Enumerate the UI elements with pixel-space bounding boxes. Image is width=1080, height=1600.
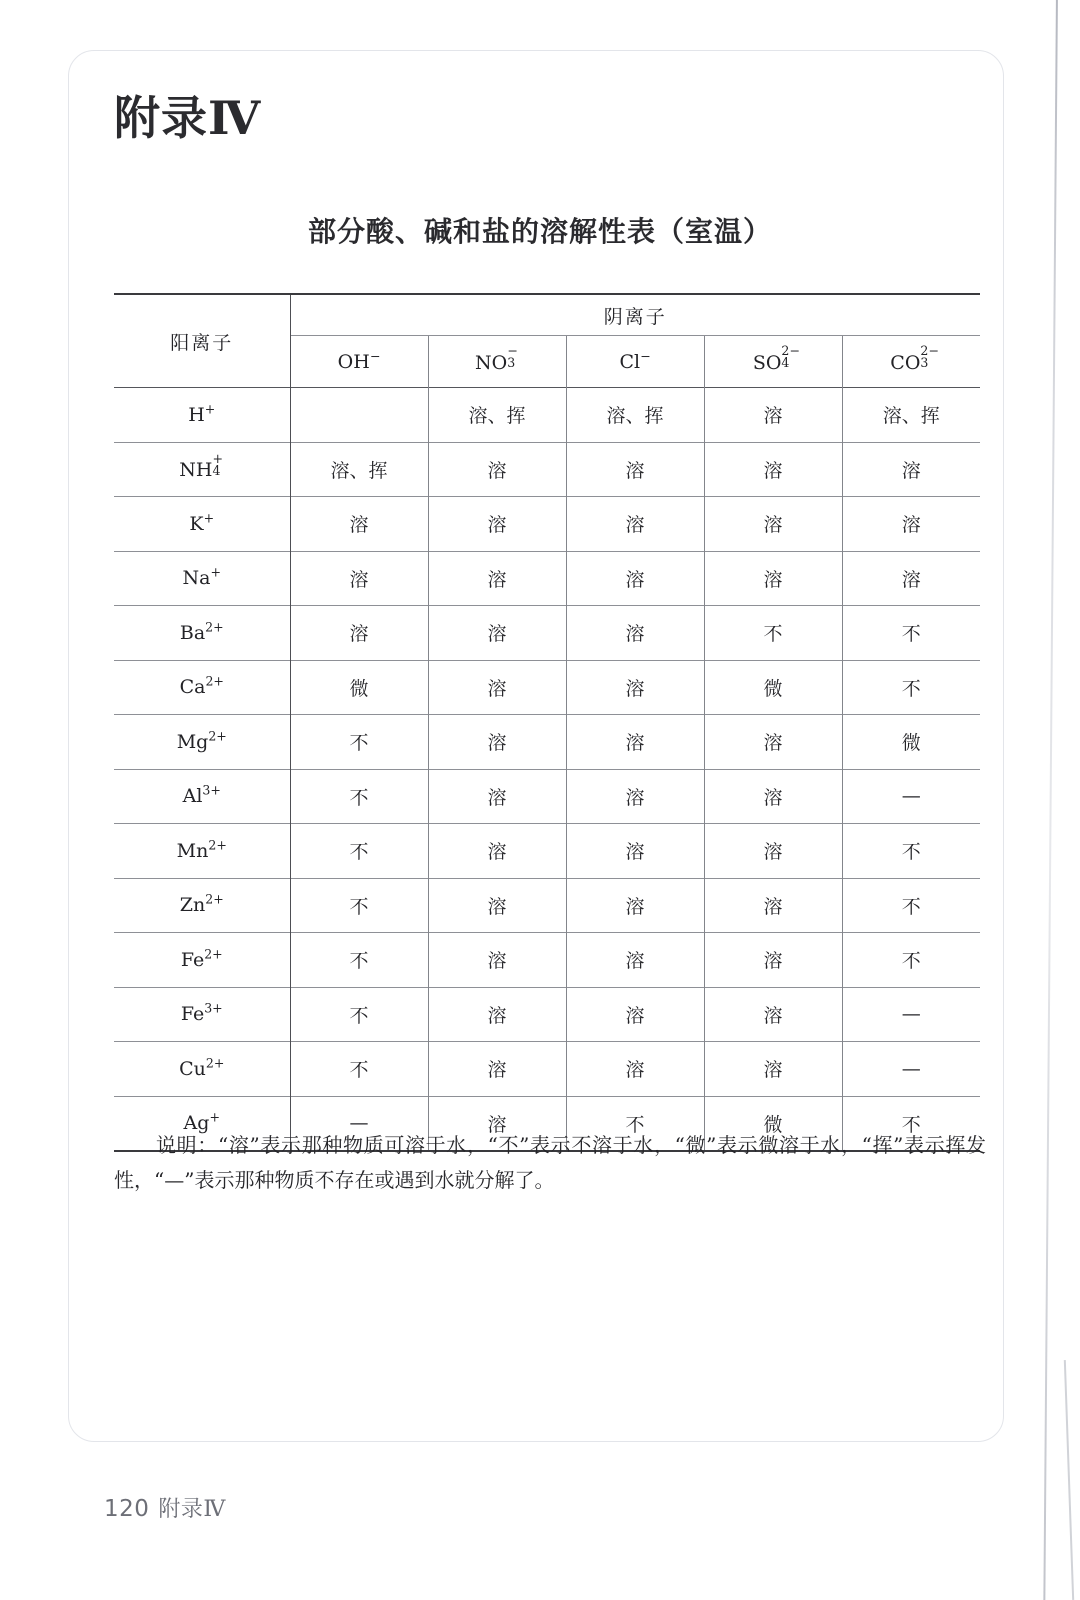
cell-solubility: 溶 [428,660,566,715]
table-row [114,442,980,497]
footer-section-label: 附录Ⅳ [158,1497,226,1522]
table-row [114,715,980,770]
row-header-cation: K+ [114,497,290,552]
table-row [114,769,980,824]
cell-solubility: 溶 [428,1096,566,1151]
cell-solubility: 溶 [842,442,980,497]
cell-solubility: 溶 [428,769,566,824]
table-row [114,551,980,606]
group-header-anion: 阴离子 [290,294,980,336]
cell-solubility: 不 [842,660,980,715]
cell-solubility: 溶 [842,497,980,552]
table-row [114,660,980,715]
cell-solubility: 溶 [704,497,842,552]
cell-solubility: 溶 [290,497,428,552]
solubility-table-container [114,293,980,1152]
row-header-cation: NH + 4 [114,442,290,497]
note-line-2: 性，“—”表示那种物质不存在或遇到水就分解了。 [114,1168,555,1192]
cell-solubility: 溶 [566,715,704,770]
corner-header-cation: 阳离子 [114,294,290,388]
cell-solubility: 不 [566,1096,704,1151]
cell-solubility: 微 [704,660,842,715]
page-footer [104,1492,226,1523]
header-row-group [114,294,980,336]
cell-solubility: 溶 [566,497,704,552]
cell-solubility: 溶 [704,987,842,1042]
col-header-4: CO 2− 3 [842,336,980,388]
cell-solubility: — [290,1096,428,1151]
cell-solubility: 溶 [566,824,704,879]
cell-solubility: 微 [704,1096,842,1151]
row-header-cation: $Al^{3+}$ [114,769,290,824]
col-header-1: NO − 3 [428,336,566,388]
row-header-cation: $Ca^{2+}$ [114,660,290,715]
row-header-cation: H+ [114,388,290,443]
cell-solubility: 不 [290,824,428,879]
cell-solubility: 不 [842,1096,980,1151]
note-line-1: 说明：“溶”表示那种物质可溶于水，“不”表示不溶于水，“微”表示微溶于水，“挥”表示挥发 [156,1133,986,1157]
cell-solubility: 溶 [566,660,704,715]
table-row [114,824,980,879]
cell-solubility: 不 [842,606,980,661]
col-header-3: SO 2− 4 [704,336,842,388]
cell-solubility: 不 [704,606,842,661]
cell-solubility: 溶 [842,551,980,606]
cell-solubility: 溶 [704,442,842,497]
cell-solubility: 溶 [428,606,566,661]
table-row [114,606,980,661]
cell-solubility: 溶 [566,551,704,606]
row-header-cation: $Zn^{2+}$ [114,878,290,933]
row-header-cation: $Fe^{2+}$ [114,933,290,988]
cell-solubility: — [842,769,980,824]
cell-solubility: 溶 [704,388,842,443]
solubility-table-body [114,294,980,1151]
cell-solubility: 溶 [566,933,704,988]
cell-solubility: 溶 [428,987,566,1042]
cell-solubility: 溶 [704,933,842,988]
cell-solubility: 不 [290,769,428,824]
table-row [114,497,980,552]
row-header-cation: $Ba^{2+}$ [114,606,290,661]
cell-solubility: 溶、挥 [566,388,704,443]
cell-solubility: 溶 [704,551,842,606]
table-row [114,388,980,443]
cell-solubility: 不 [290,715,428,770]
cell-solubility: — [842,1042,980,1097]
cell-solubility: 溶 [704,1042,842,1097]
cell-solubility: 溶 [428,1042,566,1097]
cell-solubility: — [842,987,980,1042]
row-header-cation: Na+ [114,551,290,606]
cell-solubility: 溶 [566,1042,704,1097]
cell-solubility: 溶 [428,442,566,497]
row-header-cation: $Mn^{2+}$ [114,824,290,879]
cell-solubility: 溶 [428,933,566,988]
table-row [114,933,980,988]
page-title: 部分酸、碱和盐的溶解性表（室温） [307,215,772,248]
cell-solubility: 溶 [704,824,842,879]
cell-solubility: 溶 [428,715,566,770]
cell-solubility: 不 [842,824,980,879]
table-row [114,878,980,933]
row-header-cation: $Mg^{2+}$ [114,715,290,770]
cell-solubility: 溶 [704,715,842,770]
table-row [114,987,980,1042]
cell-solubility: 溶 [566,878,704,933]
row-header-cation: $Fe^{3+}$ [114,987,290,1042]
cell-solubility: 溶 [428,497,566,552]
cell-solubility [290,388,428,443]
cell-solubility: 不 [290,878,428,933]
footer-page-number: 120 [104,1496,150,1522]
cell-solubility: 溶、挥 [842,388,980,443]
cell-solubility: 溶 [704,769,842,824]
cell-solubility: 微 [290,660,428,715]
solubility-table [114,293,980,1152]
table-note [114,1128,986,1198]
cell-solubility: 溶、挥 [428,388,566,443]
cell-solubility: 溶 [428,551,566,606]
cell-solubility: 溶 [428,824,566,879]
cell-solubility: 不 [842,878,980,933]
cell-solubility: 溶 [428,878,566,933]
cell-solubility: 微 [842,715,980,770]
cell-solubility: 溶 [704,878,842,933]
cell-solubility: 不 [290,987,428,1042]
appendix-heading: 附录Ⅳ [114,91,262,145]
row-header-cation: Ag+ [114,1096,290,1151]
row-header-cation: $Cu^{2+}$ [114,1042,290,1097]
cell-solubility: 不 [290,933,428,988]
cell-solubility: 溶 [566,987,704,1042]
cell-solubility: 不 [290,1042,428,1097]
table-row [114,1042,980,1097]
cell-solubility: 溶、挥 [290,442,428,497]
cell-solubility: 溶 [566,442,704,497]
cell-solubility: 不 [842,933,980,988]
cell-solubility: 溶 [290,606,428,661]
col-header-0: OH− [290,336,428,388]
cell-solubility: 溶 [566,769,704,824]
col-header-2: Cl− [566,336,704,388]
cell-solubility: 溶 [566,606,704,661]
cell-solubility: 溶 [290,551,428,606]
